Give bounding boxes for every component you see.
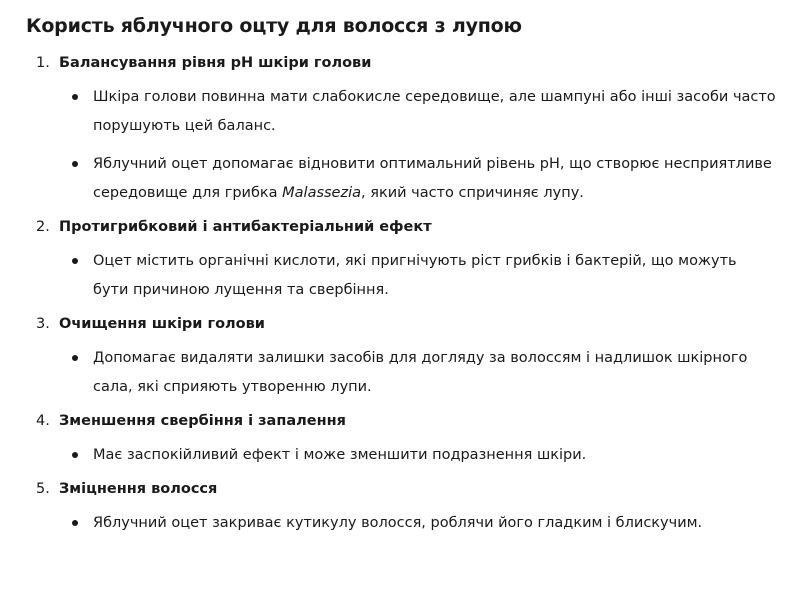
bullet-list	[26, 509, 776, 538]
section-number: 5.	[36, 480, 50, 497]
section-heading	[26, 217, 776, 237]
section-number: 4.	[36, 412, 50, 429]
list-item	[26, 441, 776, 470]
bullet-icon	[72, 355, 78, 361]
bullet-icon	[72, 161, 78, 167]
section-title: Протигрибковий і антибактеріальний ефект	[59, 218, 432, 235]
bullet-icon	[72, 452, 78, 458]
section-title: Очищення шкіри голови	[59, 315, 265, 332]
section-title: Балансування рівня pH шкіри голови	[59, 54, 372, 71]
bullet-text: Оцет містить органічні кислоти, які пригнічують ріст грибків і бактерій, що можуть бути причиною лущення та свербіння.	[93, 252, 737, 298]
section-number: 1.	[36, 54, 50, 71]
list-item	[26, 509, 776, 538]
bullet-text: Яблучний оцет закриває кутикулу волосся, роблячи його гладким і блискучим.	[93, 514, 703, 531]
bullet-list	[26, 344, 776, 402]
bullet-list	[26, 247, 776, 305]
section-number: 3.	[36, 315, 50, 332]
list-item	[26, 247, 776, 305]
bullet-text: Яблучний оцет допомагає відновити оптимальний рівень pH, що створює несприятливе середовище для грибка	[93, 155, 772, 201]
bullet-text: Шкіра голови повинна мати слабокисле середовище, але шампуні або інші засоби часто порушують цей баланс.	[93, 88, 776, 134]
section-heading	[26, 411, 776, 431]
bullet-text: Має заспокійливий ефект і може зменшити подразнення шкіри.	[93, 446, 587, 463]
section-antifungal	[26, 217, 776, 305]
section-heading	[26, 479, 776, 499]
bullet-emphasis: Malassezia	[282, 184, 362, 201]
list-item	[26, 150, 776, 208]
section-heading	[26, 53, 776, 73]
section-title: Зменшення свербіння і запалення	[59, 412, 346, 429]
bullet-list	[26, 441, 776, 470]
page-title: Користь яблучного оцту для волосся з лупою	[26, 15, 522, 37]
section-title: Зміцнення волосся	[59, 480, 218, 497]
section-ph-balance	[26, 53, 776, 208]
bullet-list	[26, 83, 776, 208]
list-item	[26, 344, 776, 402]
section-cleansing	[26, 314, 776, 402]
bullet-text: Допомагає видаляти залишки засобів для догляду за волоссям і надлишок шкірного сала, які сприяють утворенню лупи.	[93, 349, 748, 395]
list-item	[26, 83, 776, 141]
bullet-icon	[72, 94, 78, 100]
section-itch-relief	[26, 411, 776, 470]
bullet-icon	[72, 520, 78, 526]
section-heading	[26, 314, 776, 334]
section-hair-strengthening	[26, 479, 776, 538]
section-number: 2.	[36, 218, 50, 235]
bullet-icon	[72, 258, 78, 264]
benefits-list	[26, 53, 776, 538]
bullet-text-tail: , який часто спричиняє лупу.	[361, 184, 584, 201]
